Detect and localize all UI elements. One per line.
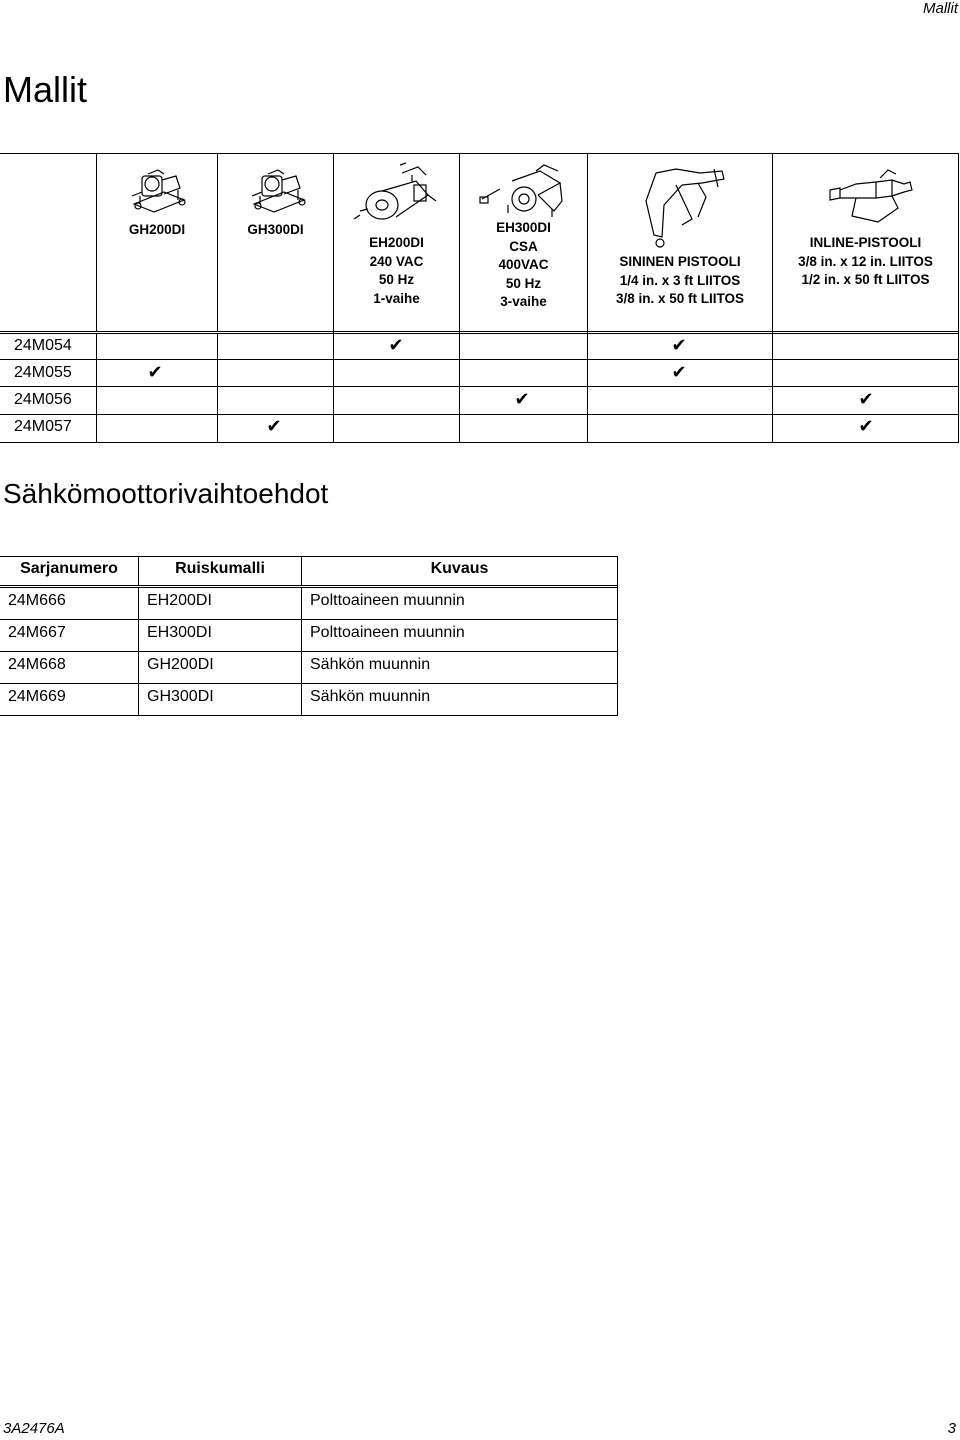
model-cell: EH300DI — [147, 624, 212, 641]
column-header-eh300di: EH300DI CSA 400VAC 50 Hz 3-vaihe — [496, 220, 551, 309]
running-header: Mallit — [922, 0, 958, 17]
check-mark-icon: ✔ — [514, 389, 530, 409]
check-mark-icon: ✔ — [388, 335, 404, 355]
description-cell: Polttoaineen muunnin — [310, 592, 465, 609]
motor-options-table — [0, 556, 618, 716]
model-row-label: 24M054 — [14, 337, 72, 354]
check-mark-icon: ✔ — [858, 416, 874, 436]
description-cell: Sähkön muunnin — [310, 688, 431, 705]
page-number: 3 — [947, 1420, 956, 1437]
check-mark-icon: ✔ — [858, 389, 874, 409]
check-mark-icon: ✔ — [266, 416, 282, 436]
description-cell: Polttoaineen muunnin — [310, 624, 465, 641]
column-header-eh200di: EH200DI 240 VAC 50 Hz 1-vaihe — [369, 235, 424, 306]
model-cell: EH200DI — [147, 592, 212, 609]
column-header-sprayer-model: Ruiskumalli — [175, 560, 265, 577]
models-table — [0, 153, 959, 443]
check-mark-icon: ✔ — [147, 362, 163, 382]
model-row-label: 24M055 — [14, 364, 72, 381]
section-title: Sähkömoottorivaihtoehdot — [3, 478, 329, 509]
description-cell: Sähkön muunnin — [310, 656, 431, 673]
check-mark-icon: ✔ — [671, 335, 687, 355]
gas-engine-sprayer-icon — [128, 166, 190, 221]
gas-engine-sprayer-icon — [248, 166, 310, 221]
serial-cell: 24M668 — [8, 656, 66, 673]
model-cell: GH300DI — [147, 688, 214, 705]
column-header-serial: Sarjanumero — [20, 560, 118, 577]
serial-cell: 24M667 — [8, 624, 66, 641]
document-number: 3A2476A — [3, 1420, 65, 1437]
inline-gun-icon — [826, 168, 914, 235]
spray-gun-icon — [636, 161, 728, 256]
electric-motor-icon — [478, 161, 570, 226]
model-row-label: 24M056 — [14, 391, 72, 408]
model-row-label: 24M057 — [14, 418, 72, 435]
column-header-description: Kuvaus — [430, 560, 489, 577]
model-cell: GH200DI — [147, 656, 214, 673]
column-header-gh300di: GH300DI — [247, 222, 304, 237]
page-title: Mallit — [3, 69, 88, 110]
electric-motor-icon — [352, 161, 440, 232]
column-header-blue-gun: SININEN PISTOOLI 1/4 in. x 3 ft LIITOS 3/8 in. x 50 ft LIITOS — [615, 254, 745, 306]
check-mark-icon: ✔ — [671, 362, 687, 382]
column-header-inline-gun: INLINE-PISTOOLI 3/8 in. x 12 in. LIITOS 1/2 in. x 50 ft LIITOS — [798, 235, 933, 287]
serial-cell: 24M669 — [8, 688, 66, 705]
serial-cell: 24M666 — [8, 592, 66, 609]
column-header-gh200di: GH200DI — [128, 222, 186, 237]
